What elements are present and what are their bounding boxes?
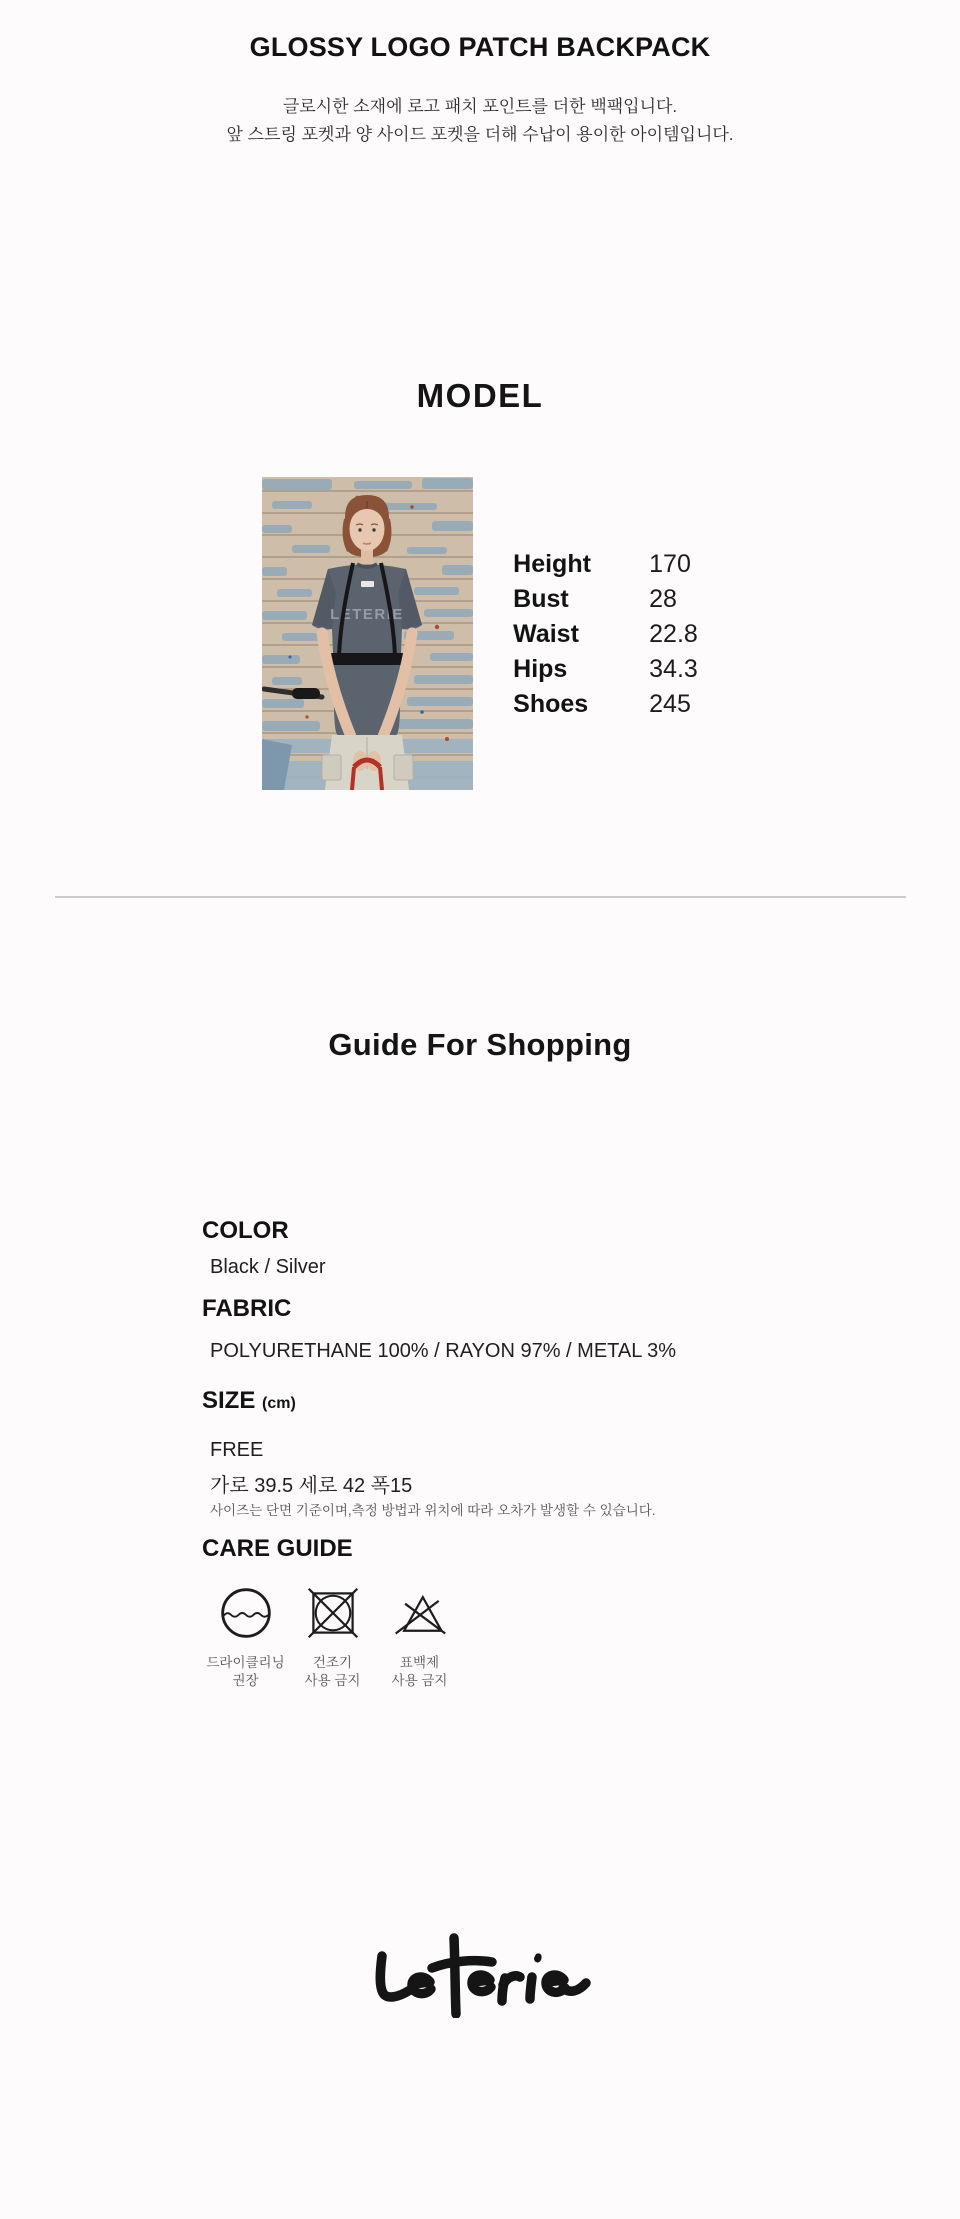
measurement-value: 28 bbox=[649, 585, 677, 613]
model-photo-illustration bbox=[262, 477, 473, 790]
care-item bbox=[289, 1585, 376, 1690]
no-bleach-icon bbox=[392, 1585, 448, 1641]
description-line-1: 글로시한 소재에 로고 패치 포인트를 더한 백팩입니다. bbox=[282, 97, 678, 116]
measurement-value: 245 bbox=[649, 690, 691, 718]
section-divider bbox=[55, 896, 906, 898]
care-label-line-1: 드라이클리닝 bbox=[206, 1655, 285, 1670]
guide-content bbox=[202, 1216, 822, 1690]
model-info-row bbox=[0, 477, 960, 790]
size-unit: (cm) bbox=[262, 1395, 296, 1412]
description-line-2: 앞 스트링 포켓과 양 사이드 포켓을 더해 수납이 용이한 아이템입니다. bbox=[226, 125, 734, 144]
care-label-line-2: 사용 금지 bbox=[391, 1673, 448, 1688]
model-photo bbox=[262, 477, 473, 790]
size-heading bbox=[202, 1386, 822, 1419]
care-label-line-1: 건조기 bbox=[312, 1655, 353, 1670]
care-label-line-2: 권장 bbox=[232, 1673, 259, 1688]
brand-logo-text bbox=[593, 1928, 594, 1929]
measurement-row bbox=[513, 652, 698, 687]
size-dimensions: 가로 39.5 세로 42 폭15 bbox=[210, 1475, 413, 1497]
fabric-heading: FABRIC bbox=[202, 1295, 292, 1322]
measurement-value: 34.3 bbox=[649, 655, 698, 683]
measurement-label: Height bbox=[513, 550, 591, 578]
measurement-label: Bust bbox=[513, 585, 569, 613]
measurement-label: Hips bbox=[513, 655, 568, 683]
measurement-row bbox=[513, 582, 698, 617]
shirt-logo-text: LETERIE bbox=[330, 606, 405, 623]
measurement-label: Waist bbox=[513, 620, 579, 648]
care-label bbox=[392, 1654, 448, 1690]
measurement-row bbox=[513, 687, 698, 722]
product-title: GLOSSY LOGO PATCH BACKPACK bbox=[249, 32, 711, 62]
measurement-row bbox=[513, 617, 698, 652]
guide-heading: Guide For Shopping bbox=[328, 1027, 632, 1062]
dry-clean-icon bbox=[218, 1585, 274, 1641]
brand-logo-mark bbox=[368, 1928, 593, 2018]
model-measurements bbox=[513, 547, 698, 790]
care-row bbox=[202, 1585, 822, 1690]
size-note: 사이즈는 단면 기준이며,측정 방법과 위치에 따라 오차가 발생할 수 있습니다. bbox=[210, 1503, 656, 1518]
measurement-label: Shoes bbox=[513, 690, 589, 718]
product-description bbox=[0, 93, 960, 149]
care-item bbox=[202, 1585, 289, 1690]
color-heading: COLOR bbox=[202, 1217, 289, 1244]
care-item bbox=[376, 1585, 463, 1690]
brand-logo bbox=[0, 1928, 960, 2023]
care-label bbox=[305, 1654, 361, 1690]
model-heading: MODEL bbox=[416, 377, 544, 414]
color-value: Black / Silver bbox=[210, 1256, 326, 1278]
no-tumble-dry-icon bbox=[305, 1585, 361, 1641]
footer bbox=[0, 1928, 960, 2023]
care-label bbox=[206, 1654, 284, 1690]
measurement-value: 170 bbox=[649, 550, 691, 578]
measurement-value: 22.8 bbox=[649, 620, 698, 648]
measurement-row bbox=[513, 547, 698, 582]
care-heading: CARE GUIDE bbox=[202, 1535, 353, 1562]
care-label-line-2: 사용 금지 bbox=[304, 1673, 361, 1688]
size-heading-text: SIZE bbox=[202, 1387, 256, 1414]
fabric-value: POLYURETHANE 100% / RAYON 97% / METAL 3% bbox=[210, 1340, 677, 1362]
care-label-line-1: 표백제 bbox=[399, 1655, 440, 1670]
size-value: FREE bbox=[210, 1439, 264, 1461]
